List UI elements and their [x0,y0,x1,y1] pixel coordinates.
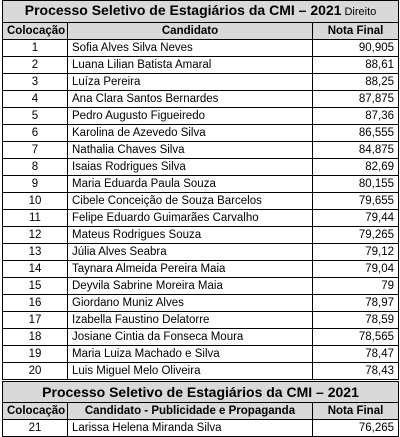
score-cell: 88,61 [313,57,399,74]
score-cell: 80,155 [313,176,399,193]
score-cell: 87,36 [313,108,399,125]
table-title: Processo Seletivo de Estagiários da CMI – 2021 [42,383,359,400]
rank-cell: 17 [3,312,68,329]
rank-cell: 12 [3,227,68,244]
rank-cell: 9 [3,176,68,193]
name-cell: Luíza Pereira [68,74,313,91]
table-row [3,346,399,363]
table-row [3,363,399,380]
table-row [3,193,399,210]
results-table-publicidade [2,381,399,437]
score-cell: 78,43 [313,363,399,380]
score-cell: 82,69 [313,159,399,176]
table-row [3,312,399,329]
table-header-row [3,403,399,420]
results-table-direito [2,0,399,380]
header-score: Nota Final [313,403,399,420]
rank-cell: 2 [3,57,68,74]
table-title: Processo Seletivo de Estagiários da CMI – 2021 [24,2,342,18]
table-row [3,210,399,227]
name-cell: Giordano Muniz Alves [68,295,313,312]
name-cell: Cibele Conceição de Souza Barcelos [68,193,313,210]
score-cell: 79,04 [313,261,399,278]
rank-cell: 1 [3,40,68,57]
table-row [3,227,399,244]
table-row [3,261,399,278]
score-cell: 87,875 [313,91,399,108]
name-cell: Deyvila Sabrine Moreira Maia [68,278,313,295]
table-title-row [3,1,399,23]
score-cell: 79,44 [313,210,399,227]
rank-cell: 10 [3,193,68,210]
rank-cell: 3 [3,74,68,91]
score-cell: 78,97 [313,295,399,312]
rank-cell: 16 [3,295,68,312]
name-cell: Pedro Augusto Figueiredo [68,108,313,125]
table-title-cell [3,382,399,403]
table-row [3,420,399,437]
name-cell: Felipe Eduardo Guimarães Carvalho [68,210,313,227]
rank-cell: 8 [3,159,68,176]
score-cell: 76,265 [313,420,399,437]
name-cell: Maria Luiza Machado e Silva [68,346,313,363]
name-cell: Taynara Almeida Pereira Maia [68,261,313,278]
score-cell: 78,565 [313,329,399,346]
name-cell: Izabella Faustino Delatorre [68,312,313,329]
table-title-suffix: Direito [344,6,377,18]
header-rank: Colocação [3,23,68,40]
rank-cell: 19 [3,346,68,363]
table-row [3,108,399,125]
table-row [3,91,399,108]
score-cell: 79 [313,278,399,295]
rank-cell: 21 [3,420,68,437]
rank-cell: 18 [3,329,68,346]
table-header-row [3,23,399,40]
table-row [3,142,399,159]
rank-cell: 5 [3,108,68,125]
name-cell: Isaias Rodrigues Silva [68,159,313,176]
score-cell: 86,555 [313,125,399,142]
rank-cell: 13 [3,244,68,261]
name-cell: Luis Miguel Melo Oliveira [68,363,313,380]
table-row [3,159,399,176]
name-cell: Luana Lilian Batista Amaral [68,57,313,74]
rank-cell: 6 [3,125,68,142]
table-row [3,176,399,193]
name-cell: Ana Clara Santos Bernardes [68,91,313,108]
name-cell: Josiane Cintia da Fonseca Moura [68,329,313,346]
table-row [3,125,399,142]
name-cell: Larissa Helena Miranda Silva [68,420,313,437]
name-cell: Sofia Alves Silva Neves [68,40,313,57]
score-cell: 78,59 [313,312,399,329]
header-name: Candidato [68,23,313,40]
name-cell: Maria Eduarda Paula Souza [68,176,313,193]
rank-cell: 4 [3,91,68,108]
name-cell: Júlia Alves Seabra [68,244,313,261]
table-title-row [3,382,399,403]
rank-cell: 20 [3,363,68,380]
table-row [3,40,399,57]
header-score: Nota Final [313,23,399,40]
score-cell: 90,905 [313,40,399,57]
name-cell: Nathalia Chaves Silva [68,142,313,159]
name-cell: Mateus Rodrigues Souza [68,227,313,244]
score-cell: 79,655 [313,193,399,210]
score-cell: 88,25 [313,74,399,91]
table-row [3,74,399,91]
name-cell: Karolina de Azevedo Silva [68,125,313,142]
rank-cell: 11 [3,210,68,227]
score-cell: 79,12 [313,244,399,261]
header-name: Candidato - Publicidade e Propaganda [68,403,313,420]
table-row [3,57,399,74]
score-cell: 84,875 [313,142,399,159]
rank-cell: 15 [3,278,68,295]
score-cell: 78,47 [313,346,399,363]
table-row [3,295,399,312]
score-cell: 79,265 [313,227,399,244]
table-row [3,244,399,261]
table-row [3,329,399,346]
table-row [3,278,399,295]
table-title-cell [3,1,399,23]
rank-cell: 7 [3,142,68,159]
rank-cell: 14 [3,261,68,278]
header-rank: Colocação [3,403,68,420]
